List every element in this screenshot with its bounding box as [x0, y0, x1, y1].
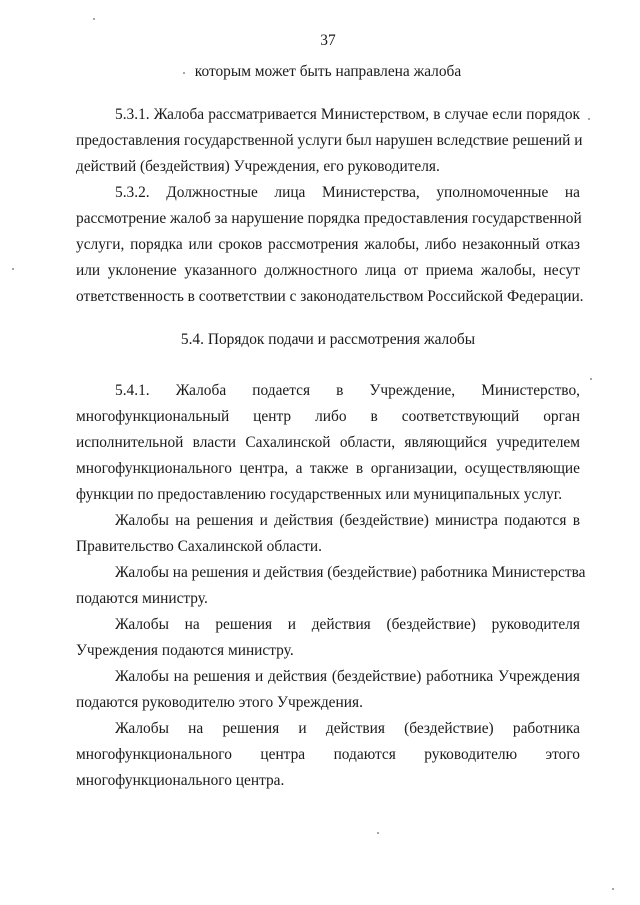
paragraph-5-3-1-line: действий (бездействия) Учреждения, его руководителя.	[76, 158, 440, 175]
paragraph-5-4-1-line: многофункционального центра, а также в организации, осуществляющие	[76, 460, 580, 477]
paragraph-5-3-2-line: рассмотрение жалоб за нарушение порядка предоставления государственной	[76, 210, 582, 227]
scan-speck	[377, 832, 379, 834]
paragraph-5-3-1-line: предоставления государственной услуги был нарушен вследствие решений и	[76, 132, 583, 149]
paragraph-5-3-2-line: ответственность в соответствии с законодательством Российской Федерации.	[76, 288, 584, 305]
section-heading-5-4: 5.4. Порядок подачи и рассмотрения жалобы	[180, 331, 476, 348]
page-number: 37	[320, 32, 336, 49]
scan-speck	[93, 18, 95, 20]
paragraph-ministry-worker-line: подаются министру.	[76, 590, 208, 607]
paragraph-mfc-line: Жалобы на решения и действия (бездействие) работника	[115, 720, 580, 737]
paragraph-institution-worker-line: подаются руководителю этого Учреждения.	[76, 694, 363, 711]
paragraph-5-3-2-line: 5.3.2. Должностные лица Министерства, уполномоченные на	[115, 184, 580, 201]
paragraph-5-3-2-line: или уклонение указанного должностного лица от приема жалобы, несут	[76, 262, 580, 279]
scan-speck	[612, 888, 614, 890]
paragraph-head-line: Учреждения подаются министру.	[76, 642, 294, 659]
paragraph-institution-worker-line: Жалобы на решения и действия (бездействие) работника Учреждения	[115, 668, 580, 685]
paragraph-5-4-1-line: многофункциональный центр либо в соответствующий орган	[76, 408, 580, 425]
paragraph-5-3-1-line: 5.3.1. Жалоба рассматривается Министерством, в случае если порядок	[115, 106, 580, 123]
paragraph-mfc-line: многофункционального центра подаются руководителю этого	[76, 746, 580, 763]
paragraph-minister-line: Правительство Сахалинской области.	[76, 538, 322, 555]
scan-speck	[12, 268, 14, 270]
paragraph-5-4-1-line: исполнительной власти Сахалинской области, являющийся учредителем	[76, 434, 580, 451]
scan-speck	[588, 118, 590, 120]
paragraph-ministry-worker-line: Жалобы на решения и действия (бездействие) работника Министерства	[115, 564, 586, 581]
paragraph-5-4-1-line: функции по предоставлению государственных или муниципальных услуг.	[76, 486, 563, 503]
scan-speck	[590, 378, 592, 380]
paragraph-5-4-1-line: 5.4.1. Жалоба подается в Учреждение, Министерство,	[115, 382, 580, 399]
scan-speck	[183, 72, 185, 74]
paragraph-5-3-2-line: услуги, порядка или сроков рассмотрения жалобы, либо незаконный отказ	[76, 236, 580, 253]
paragraph-head-line: Жалобы на решения и действия (бездействие) руководителя	[115, 616, 580, 633]
section-heading-continued: которым может быть направлена жалоба	[194, 63, 462, 80]
paragraph-mfc-line: многофункционального центра.	[76, 772, 285, 789]
paragraph-minister-line: Жалобы на решения и действия (бездействие) министра подаются в	[115, 512, 580, 529]
